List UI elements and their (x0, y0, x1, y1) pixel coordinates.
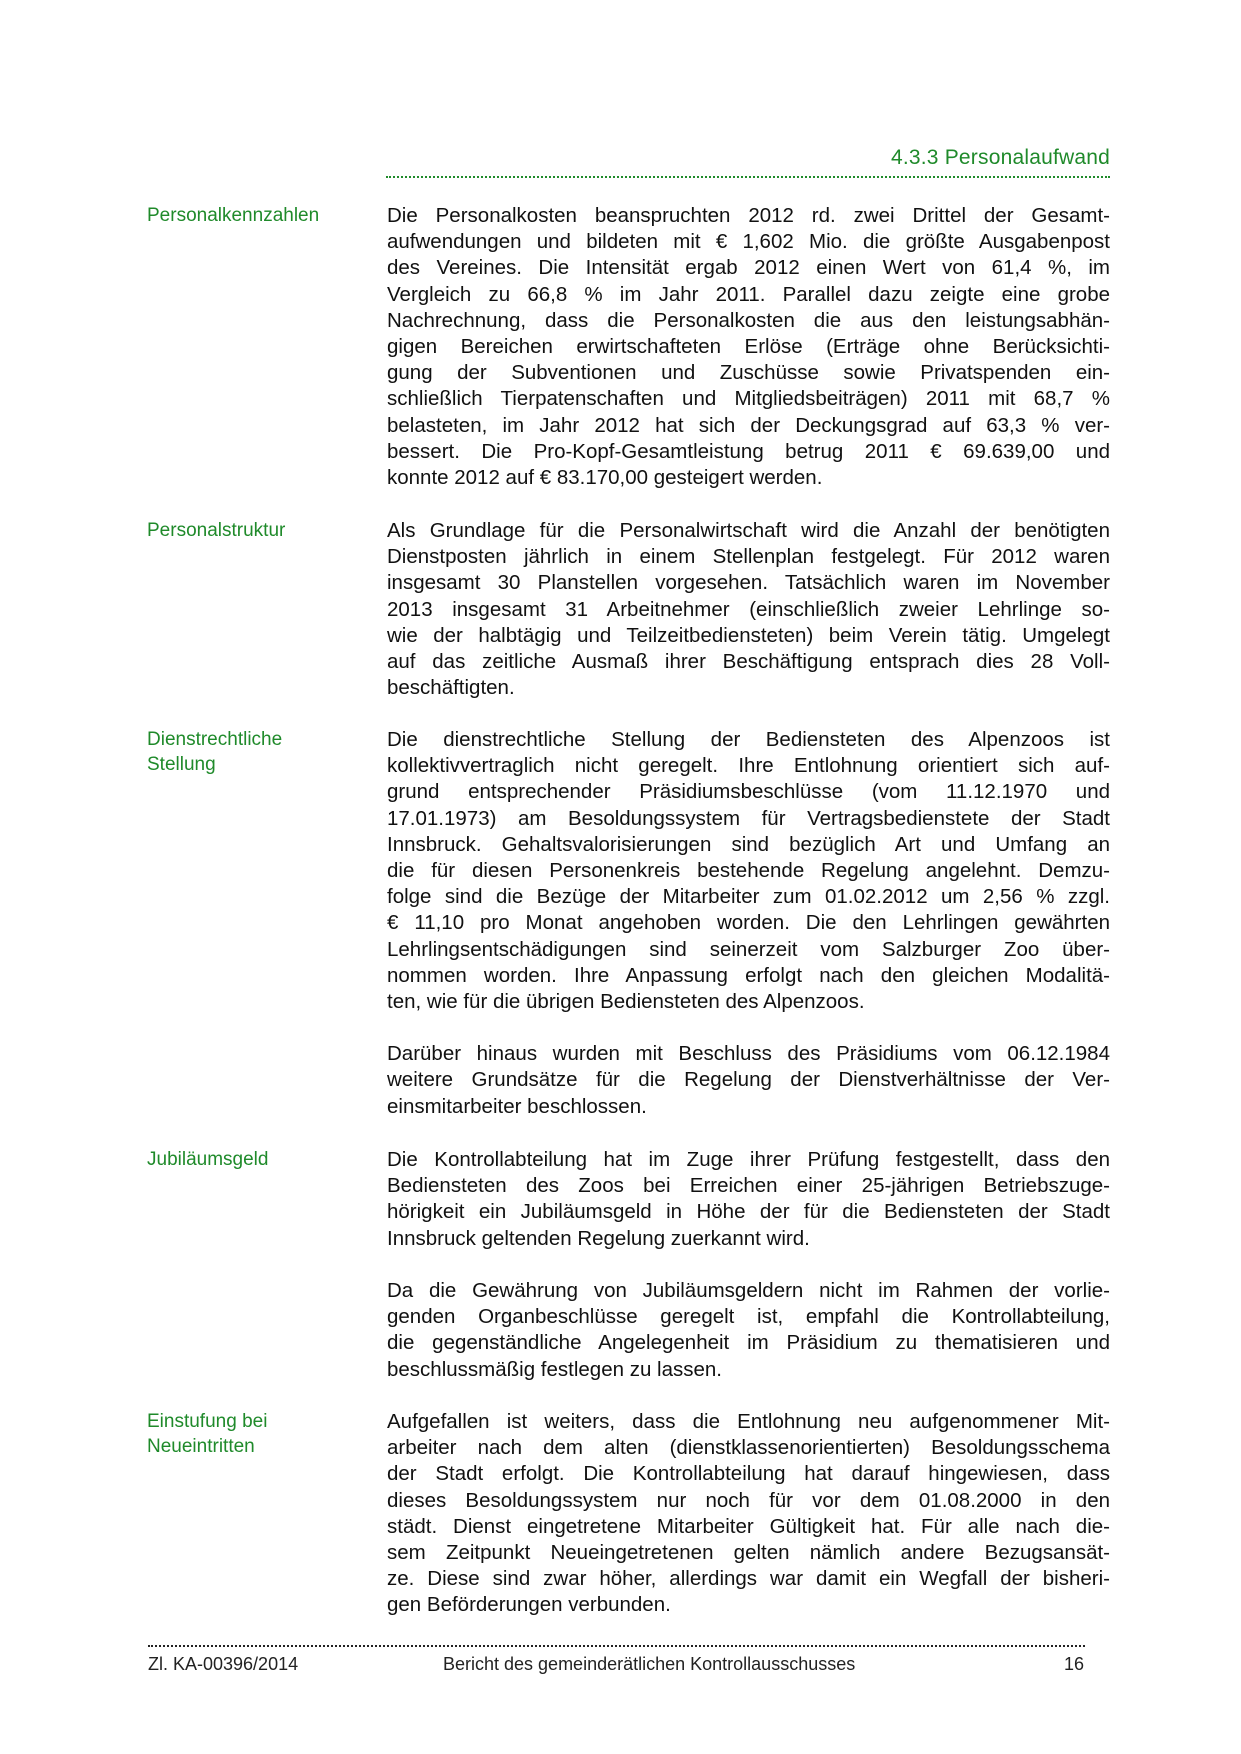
text-line: die für diesen Personenkreis bestehende Regelung angelehnt. Demzu- (387, 858, 1110, 882)
text-line: Als Grundlage für die Personalwirtschaft wird die Anzahl der benötigten (387, 519, 1110, 542)
footer-reference: Zl. KA-00396/2014 (148, 1654, 299, 1674)
margin-label (147, 727, 367, 777)
text-line: folge sind die Bezüge der Mitarbeiter zum 01.02.2012 um 2,56 % zzgl. (387, 885, 1110, 909)
text-line: wie der halbtägig und Teilzeitbediensteten) beim Verein tätig. Umgelegt (387, 623, 1110, 647)
section-title: 4.3.3 Personalaufwand (890, 146, 1110, 169)
footer-report-title: Bericht des gemeinderätlichen Kontrollausschusses (443, 1654, 856, 1674)
text-line: Die Personalkosten beanspruchten 2012 rd. zwei Drittel der Gesamt- (387, 204, 1110, 227)
margin-label: Jubiläumsgeld (147, 1149, 269, 1170)
text-line: gen Beförderungen verbunden. (387, 1593, 671, 1617)
page-number: 16 (1063, 1654, 1084, 1674)
section-body (387, 727, 1110, 1120)
text-line: Aufgefallen ist weiters, dass die Entlohnung neu aufgenommener Mit- (387, 1410, 1110, 1433)
text-line: arbeiter nach dem alten (dienstklassenorientierten) Besoldungsschema (387, 1436, 1110, 1460)
text-line: Nachrechnung, dass die Personalkosten die aus den leistungsabhän- (387, 308, 1110, 332)
text-line: einsmitarbeiter beschlossen. (387, 1094, 647, 1118)
text-line: konnte 2012 auf € 83.170,00 gesteigert werden. (387, 465, 823, 489)
text-line: der Stadt erfolgt. Die Kontrollabteilung hat darauf hingewiesen, dass (387, 1462, 1110, 1486)
text-line: Die Kontrollabteilung hat im Zuge ihrer Prüfung festgestellt, dass den (387, 1148, 1110, 1171)
text-line: ten, wie für die übrigen Bediensteten des Alpenzoos. (387, 989, 865, 1013)
margin-label-line: Dienstrechtliche (147, 729, 283, 750)
paragraph (387, 1041, 1110, 1120)
paragraph (387, 1278, 1110, 1383)
header-dotted-rule (386, 176, 1110, 178)
section-body (387, 1409, 1110, 1619)
text-line: belasteten, im Jahr 2012 hat sich der Deckungsgrad auf 63,3 % ver- (387, 413, 1110, 437)
paragraph (387, 203, 1110, 491)
paragraph (387, 1409, 1110, 1619)
text-line: Da die Gewährung von Jubiläumsgeldern nicht im Rahmen der vorlie- (387, 1278, 1110, 1302)
margin-label-line: Einstufung bei (147, 1411, 268, 1432)
margin-label-line: Stellung (147, 754, 216, 775)
margin-label (147, 1409, 367, 1459)
text-line: gigen Bereichen erwirtschafteten Erlöse (Erträge ohne Berücksichti- (387, 334, 1110, 358)
text-line: Dienstposten jährlich in einem Stellenplan festgelegt. Für 2012 waren (387, 545, 1110, 569)
text-line: Lehrlingsentschädigungen sind seinerzeit vom Salzburger Zoo über- (387, 937, 1110, 961)
text-line: insgesamt 30 Planstellen vorgesehen. Tatsächlich waren im November (387, 571, 1110, 595)
text-line: städt. Dienst eingetretene Mitarbeiter Gültigkeit hat. Für alle nach die- (387, 1514, 1110, 1538)
text-line: gung der Subventionen und Zuschüsse sowie Privatspenden ein- (387, 361, 1110, 385)
section-body (387, 203, 1110, 491)
text-line: des Vereines. Die Intensität ergab 2012 einen Wert von 61,4 %, im (387, 256, 1110, 280)
text-line: € 11,10 pro Monat angehoben worden. Die den Lehrlingen gewährten (387, 911, 1110, 935)
text-line: grund entsprechender Präsidiumsbeschlüsse (vom 11.12.1970 und (387, 780, 1110, 804)
text-line: hörigkeit ein Jubiläumsgeld in Höhe der für die Bediensteten der Stadt (387, 1200, 1110, 1224)
text-line: schließlich Tierpatenschaften und Mitgliedsbeiträgen) 2011 mit 68,7 % (387, 387, 1110, 411)
text-line: Vergleich zu 66,8 % im Jahr 2011. Parallel dazu zeigte eine grobe (387, 282, 1110, 306)
text-line: ze. Diese sind zwar höher, allerdings war damit ein Wegfall der bisheri- (387, 1567, 1110, 1591)
text-line: 17.01.1973) am Besoldungssystem für Vertragsbedienstete der Stadt (387, 806, 1110, 830)
text-line: Bediensteten des Zoos bei Erreichen einer 25-jährigen Betriebszuge- (387, 1174, 1110, 1198)
text-line: beschlussmäßig festlegen zu lassen. (387, 1357, 723, 1381)
text-line: nommen worden. Ihre Anpassung erfolgt nach den gleichen Modalitä- (387, 963, 1110, 987)
text-line: 2013 insgesamt 31 Arbeitnehmer (einschließlich zweier Lehrlinge so- (387, 597, 1110, 621)
text-line: Darüber hinaus wurden mit Beschluss des Präsidiums vom 06.12.1984 (387, 1042, 1110, 1066)
margin-label: Personalkennzahlen (147, 205, 320, 226)
text-line: Die dienstrechtliche Stellung der Bediensteten des Alpenzoos ist (387, 728, 1110, 751)
paragraph (387, 518, 1110, 701)
margin-label: Personalstruktur (147, 520, 286, 541)
text-line: kollektivvertraglich nicht geregelt. Ihre Entlohnung orientiert sich auf- (387, 754, 1110, 778)
paragraph (387, 727, 1110, 1015)
text-line: die gegenständliche Angelegenheit im Präsidium zu thematisieren und (387, 1331, 1110, 1355)
text-line: beschäftigten. (387, 676, 515, 700)
text-line: bessert. Die Pro-Kopf-Gesamtleistung betrug 2011 € 69.639,00 und (387, 439, 1110, 463)
section-body (387, 1147, 1110, 1383)
paragraph (387, 1147, 1110, 1252)
footer-dotted-rule (148, 1645, 1085, 1647)
section-body (387, 518, 1110, 701)
text-line: Innsbruck geltenden Regelung zuerkannt wird. (387, 1226, 810, 1250)
margin-label-line: Neueintritten (147, 1436, 255, 1457)
text-line: auf das zeitliche Ausmaß ihrer Beschäftigung entsprach dies 28 Voll- (387, 649, 1110, 673)
text-line: aufwendungen und bildeten mit € 1,602 Mio. die größte Ausgabenpost (387, 230, 1110, 254)
text-line: dieses Besoldungssystem nur noch für vor dem 01.08.2000 in den (387, 1488, 1110, 1512)
text-line: sem Zeitpunkt Neueingetretenen gelten nämlich andere Bezugsansät- (387, 1540, 1110, 1564)
text-line: Innsbruck. Gehaltsvalorisierungen sind bezüglich Art und Umfang an (387, 832, 1110, 856)
text-line: genden Organbeschlüsse geregelt ist, empfahl die Kontrollabteilung, (387, 1305, 1110, 1329)
text-line: weitere Grundsätze für die Regelung der Dienstverhältnisse der Ver- (387, 1068, 1110, 1092)
